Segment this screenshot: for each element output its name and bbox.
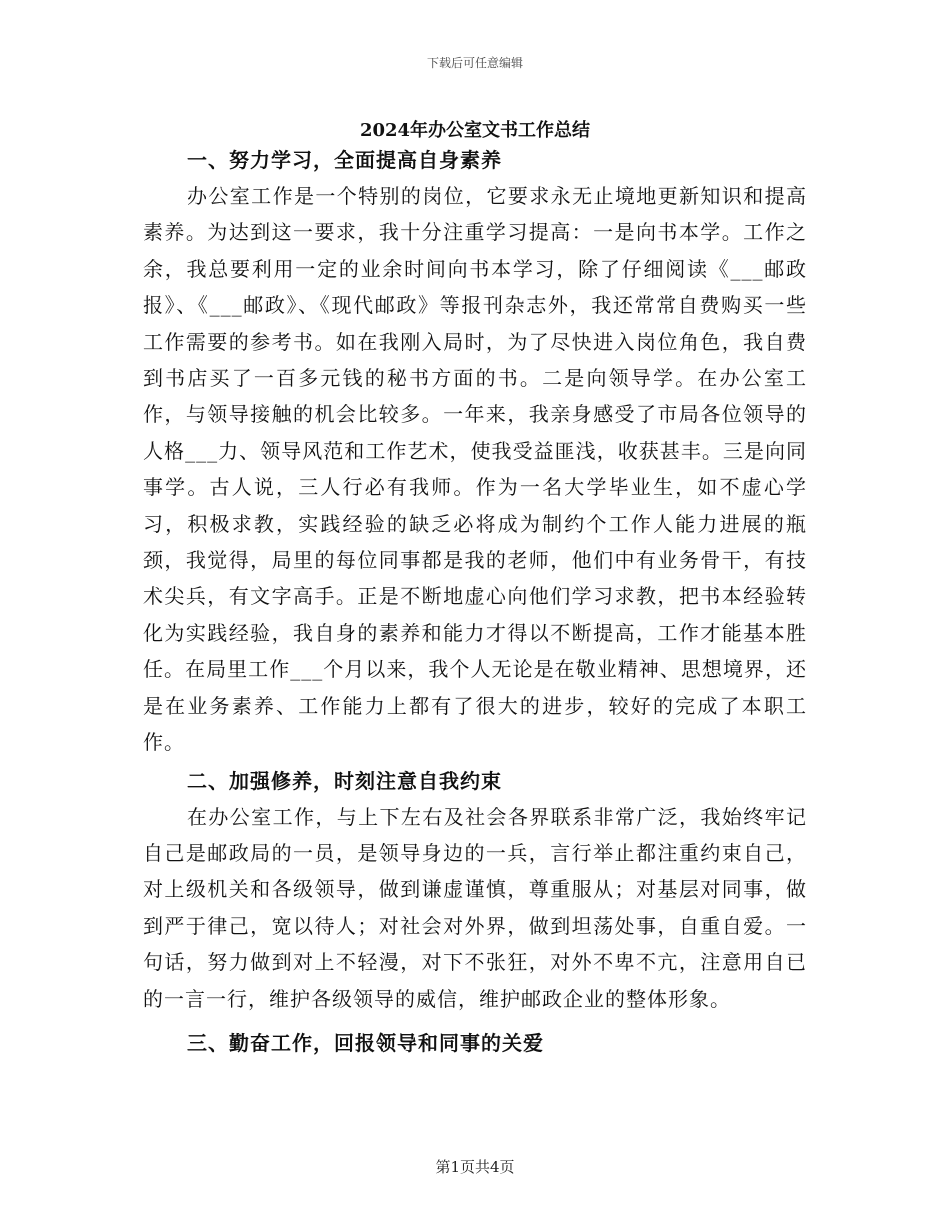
section-heading-2: 二、加强修养，时刻注意自我约束 bbox=[187, 768, 502, 793]
section-paragraph-2: 在办公室工作，与上下左右及社会各界联系非常广泛，我始终牢记自己是邮政局的一员，是领导身边的一兵，言行举止都注重约束自己，对上级机关和各级领导，做到谦虚谨慎，尊重服从；对基层对同事，做到严于律己，宽以待人；对社会对外界，做到坦荡处事，自重自爱。一句话，努力做到对上不轻漫，对下不张狂，对外不卑不亢，注意用自已的一言一行，维护各级领导的威信，维护邮政企业的整体形象。 bbox=[143, 804, 807, 1011]
document-body bbox=[143, 142, 807, 1061]
page-footer: 第1页共4页 bbox=[435, 1158, 515, 1176]
section-heading-1: 一、努力学习，全面提高自身素养 bbox=[187, 148, 502, 172]
section-paragraph-1: 办公室工作是一个特别的岗位，它要求永无止境地更新知识和提高素养。为达到这一要求，我十分注重学习提高：一是向书本学。工作之余，我总要利用一定的业余时间向书本学习，除了仔细阅读《___邮政报》、《___邮政》、《现代邮政》等报刊杂志外，我还常常自费购买一些工作需要的参考书。如在我刚入局时，为了尽快进入岗位角色，我自费到书店买了一百多元钱的秘书方面的书。二是向领导学。在办公室工作，与领导接触的机会比较多。一年来，我亲身感受了市局各位领导的人格___力、领导风范和工作艺术，使我受益匪浅，收获甚丰。三是向同事学。古人说，三人行必有我师。作为一名大学毕业生，如不虚心学习，积极求教，实践经验的缺乏必将成为制约个工作人能力进展的瓶颈，我觉得，局里的每位同事都是我的老师，他们中有业务骨干，有技术尖兵，有文字高手。正是不断地虚心向他们学习求教，把书本经验转化为实践经验，我自身的素养和能力才得以不断提高，工作才能基本胜任。在局里工作___个月以来，我个人无论是在敬业精神、思想境界，还是在业务素养、工作能力上都有了很大的进步，较好的完成了本职工作。 bbox=[143, 184, 807, 755]
section-heading-3: 三、勤奋工作，回报领导和同事的关爱 bbox=[187, 1030, 544, 1055]
header-note: 下载后可任意编辑 bbox=[426, 56, 523, 70]
document-title: 2024年办公室文书工作总结 bbox=[359, 120, 591, 141]
